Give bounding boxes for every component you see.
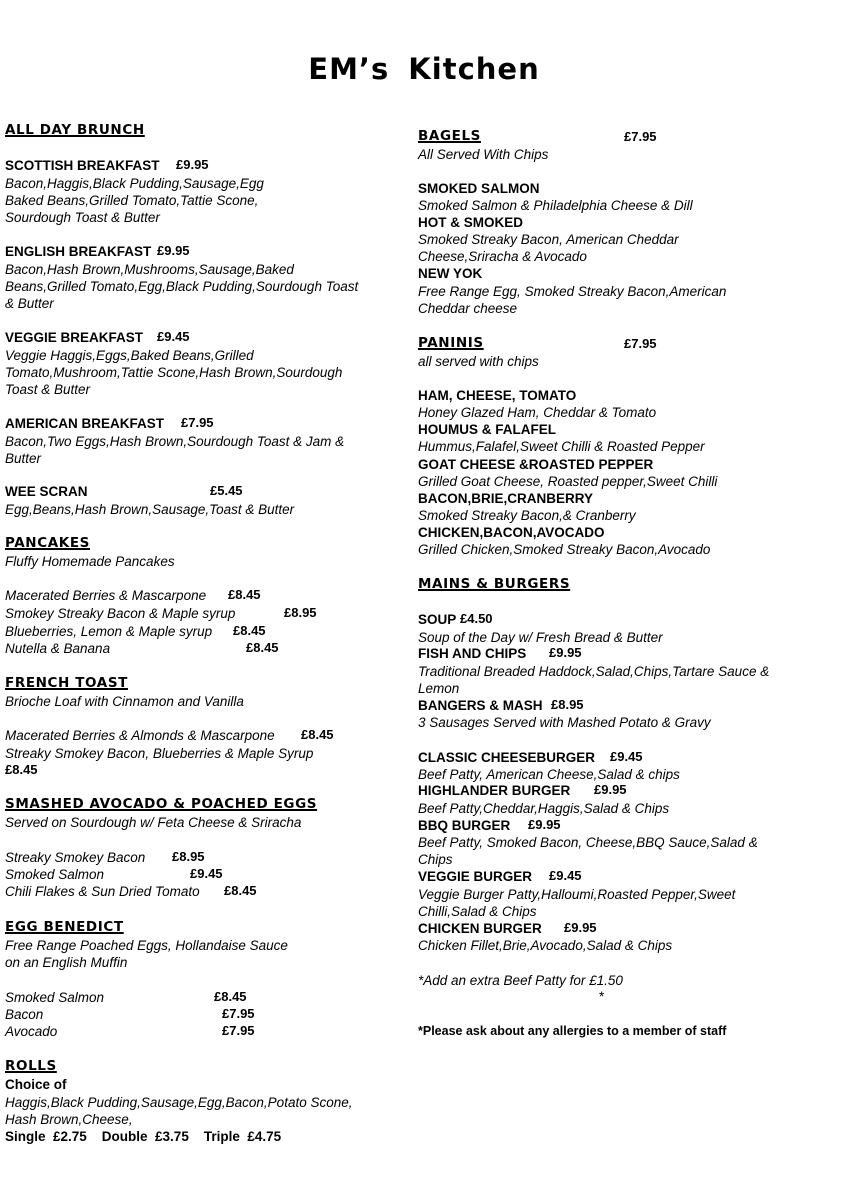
item-desc: Beef Patty, American Cheese,Salad & chips xyxy=(418,767,680,782)
item-price: £9.95 xyxy=(176,157,209,172)
item-desc: Baked Beans,Grilled Tomato,Tattie Scone, xyxy=(5,193,259,208)
item-price: £9.95 xyxy=(594,782,627,797)
item-name: Smoked Salmon xyxy=(5,990,105,1005)
item-desc: Chilli,Salad & Chips xyxy=(418,904,537,919)
section-desc: on an English Muffin xyxy=(5,955,128,970)
item-name: CHICKEN BURGER xyxy=(418,921,542,936)
item-name: Macerated Berries & Mascarpone xyxy=(5,588,207,603)
item-desc: Tomato,Mushroom,Tattie Scone,Hash Brown,Sourdough xyxy=(5,365,343,380)
section-desc: Free Range Poached Eggs, Hollandaise Sauce xyxy=(5,938,288,953)
section-heading-rolls: ROLLS xyxy=(5,1058,57,1074)
asterisk-mark: * xyxy=(599,989,605,1004)
item-price: £9.95 xyxy=(564,920,597,935)
section-heading-egg-benedict: EGG BENEDICT xyxy=(5,919,124,935)
item-name: SCOTTISH BREAKFAST xyxy=(5,158,160,173)
item-desc: Smoked Streaky Bacon,& Cranberry xyxy=(418,508,636,523)
item-desc: Free Range Egg, Smoked Streaky Bacon,American xyxy=(418,284,727,299)
item-name: HOUMUS & FALAFEL xyxy=(418,422,556,437)
item-name: BBQ BURGER xyxy=(418,818,511,833)
item-desc: Soup of the Day w/ Fresh Bread & Butter xyxy=(418,630,663,645)
item-price: £8.45 xyxy=(214,989,247,1004)
item-desc: Chips xyxy=(418,852,453,867)
item-price: £7.95 xyxy=(222,1023,255,1038)
item-desc: Beef Patty,Cheddar,Haggis,Salad & Chips xyxy=(418,801,670,816)
item-desc: Grilled Goat Cheese, Roasted pepper,Sweet Chilli xyxy=(418,474,718,489)
item-desc: Cheddar cheese xyxy=(418,301,518,316)
item-desc: Bacon,Two Eggs,Hash Brown,Sourdough Toast & Jam & xyxy=(5,434,345,449)
item-price: £9.45 xyxy=(610,749,643,764)
item-price: £8.45 xyxy=(301,727,334,742)
section-desc: Fluffy Homemade Pancakes xyxy=(5,554,175,569)
section-heading-pancakes: PANCAKES xyxy=(5,535,90,551)
item-name: Macerated Berries & Almonds & Mascarpone xyxy=(5,728,275,743)
section-heading-all-day-brunch: ALL DAY BRUNCH xyxy=(5,122,145,138)
item-desc: Beans,Grilled Tomato,Egg,Black Pudding,Sourdough Toast xyxy=(5,279,359,294)
item-desc: Grilled Chicken,Smoked Streaky Bacon,Avocado xyxy=(418,542,711,557)
item-name: BANGERS & MASH xyxy=(418,698,543,713)
item-name: FISH AND CHIPS xyxy=(418,646,527,661)
section-price: £7.95 xyxy=(624,129,657,144)
item-desc: Toast & Butter xyxy=(5,382,91,397)
allergy-note: *Please ask about any allergies to a member of staff xyxy=(418,1024,727,1038)
item-price: £9.45 xyxy=(190,866,223,881)
item-price: £8.45 xyxy=(233,623,266,638)
item-price: £9.45 xyxy=(157,329,190,344)
item-price: £7.95 xyxy=(222,1006,255,1021)
item-name: HOT & SMOKED xyxy=(418,215,524,230)
item-name: NEW YOK xyxy=(418,266,483,281)
section-desc: all served with chips xyxy=(418,354,539,369)
rolls-prices: Single £2.75 Double £3.75 Triple £4.75 xyxy=(5,1129,282,1144)
section-price: £7.95 xyxy=(624,336,657,351)
item-price: £9.95 xyxy=(528,817,561,832)
item-desc: Smoked Salmon & Philadelphia Cheese & Dill xyxy=(418,198,693,213)
item-name: HIGHLANDER BURGER xyxy=(418,783,571,798)
item-desc: Egg,Beans,Hash Brown,Sausage,Toast & Butter xyxy=(5,502,295,517)
item-desc: Veggie Haggis,Eggs,Baked Beans,Grilled xyxy=(5,348,254,363)
rolls-choice: Choice of xyxy=(5,1077,67,1092)
item-desc: Bacon,Haggis,Black Pudding,Sausage,Egg xyxy=(5,176,264,191)
section-desc: Brioche Loaf with Cinnamon and Vanilla xyxy=(5,694,244,709)
item-name: VEGGIE BREAKFAST xyxy=(5,330,144,345)
section-heading-french-toast: FRENCH TOAST xyxy=(5,675,128,691)
item-name: Avocado xyxy=(5,1024,58,1039)
item-desc: Chicken Fillet,Brie,Avocado,Salad & Chips xyxy=(418,938,673,953)
item-price: £8.45 xyxy=(224,883,257,898)
item-price: £8.95 xyxy=(551,697,584,712)
item-price: £5.45 xyxy=(210,483,243,498)
rolls-desc: Haggis,Black Pudding,Sausage,Egg,Bacon,Potato Scone, xyxy=(5,1095,353,1110)
item-price: £9.95 xyxy=(157,243,190,258)
item-name: Chili Flakes & Sun Dried Tomato xyxy=(5,884,200,899)
item-price: £8.95 xyxy=(284,605,317,620)
item-desc: Smoked Streaky Bacon, American Cheddar xyxy=(418,232,679,247)
section-heading-smashed-avocado: SMASHED AVOCADO & POACHED EGGS xyxy=(5,796,318,812)
item-name: GOAT CHEESE &ROASTED PEPPER xyxy=(418,457,654,472)
item-name: SOUP xyxy=(418,612,457,627)
item-name: Bacon xyxy=(5,1007,44,1022)
item-price: £8.45 xyxy=(228,587,261,602)
rolls-desc: Hash Brown,Cheese, xyxy=(5,1112,133,1127)
item-name: VEGGIE BURGER xyxy=(418,869,533,884)
item-desc: & Butter xyxy=(5,296,54,311)
menu-title: EM’s Kitchen xyxy=(308,52,540,86)
item-desc: Sourdough Toast & Butter xyxy=(5,210,160,225)
item-price: £8.95 xyxy=(172,849,205,864)
item-price: £9.45 xyxy=(549,868,582,883)
item-desc: 3 Sausages Served with Mashed Potato & Gravy xyxy=(418,715,711,730)
item-name: CLASSIC CHEESEBURGER xyxy=(418,750,596,765)
item-desc: Bacon,Hash Brown,Mushrooms,Sausage,Baked xyxy=(5,262,294,277)
item-desc: Butter xyxy=(5,451,42,466)
item-name: CHICKEN,BACON,AVOCADO xyxy=(418,525,605,540)
item-price: £4.50 xyxy=(460,611,493,626)
item-desc: Hummus,Falafel,Sweet Chilli & Roasted Pepper xyxy=(418,439,705,454)
section-heading-paninis: PANINIS xyxy=(418,335,484,351)
item-desc: Cheese,Sriracha & Avocado xyxy=(418,249,587,264)
item-name: Smoked Salmon xyxy=(5,867,105,882)
section-desc: Served on Sourdough w/ Feta Cheese & Sriracha xyxy=(5,815,302,830)
section-heading-bagels: BAGELS xyxy=(418,128,481,144)
item-desc: Lemon xyxy=(418,681,460,696)
section-heading-mains-burgers: MAINS & BURGERS xyxy=(418,576,571,592)
extra-patty-note: *Add an extra Beef Patty for £1.50 xyxy=(418,973,623,988)
item-name: Smokey Streaky Bacon & Maple syrup xyxy=(5,606,236,621)
item-price: £8.45 xyxy=(246,640,279,655)
item-name: Blueberries, Lemon & Maple syrup xyxy=(5,624,213,639)
item-name: Nutella & Banana xyxy=(5,641,111,656)
item-price: £7.95 xyxy=(181,415,214,430)
section-desc: All Served With Chips xyxy=(418,147,549,162)
item-desc: Honey Glazed Ham, Cheddar & Tomato xyxy=(418,405,657,420)
item-name: ENGLISH BREAKFAST xyxy=(5,244,152,259)
item-desc: Beef Patty, Smoked Bacon, Cheese,BBQ Sauce,Salad & xyxy=(418,835,758,850)
item-name: Streaky Smokey Bacon, Blueberries & Maple Syrup xyxy=(5,746,314,761)
item-desc: Veggie Burger Patty,Halloumi,Roasted Pepper,Sweet xyxy=(418,887,736,902)
item-name: BACON,BRIE,CRANBERRY xyxy=(418,491,594,506)
item-name: HAM, CHEESE, TOMATO xyxy=(418,388,577,403)
item-name: SMOKED SALMON xyxy=(418,181,540,196)
item-name: AMERICAN BREAKFAST xyxy=(5,416,165,431)
item-name: WEE SCRAN xyxy=(5,484,88,499)
item-desc: Traditional Breaded Haddock,Salad,Chips,Tartare Sauce & xyxy=(418,664,770,679)
item-name: Streaky Smokey Bacon xyxy=(5,850,146,865)
item-price: £9.95 xyxy=(549,645,582,660)
item-price: £8.45 xyxy=(5,762,38,777)
